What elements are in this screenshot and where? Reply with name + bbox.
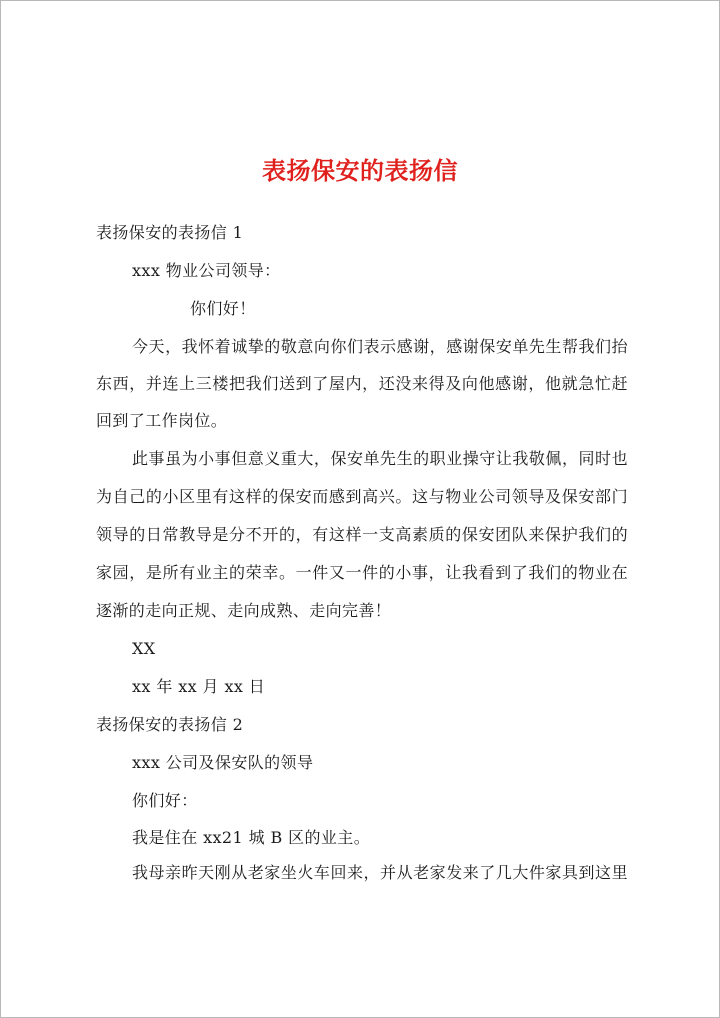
letter2-para1: 我是住在 xx21 城 B 区的业主。 (132, 828, 371, 847)
letter1-heading: 表扬保安的表扬信 1 (96, 223, 244, 242)
letter2-para2-line: 我母亲昨天刚从老家坐火车回来，并从老家发来了几大件家具到这里 (132, 863, 628, 882)
letter2-heading: 表扬保安的表扬信 2 (96, 715, 244, 734)
letter1-recipient: xxx 物业公司领导： (132, 261, 281, 280)
letter1-date: xx 年 xx 月 xx 日 (132, 677, 266, 696)
letter2-greeting: 你们好： (132, 791, 198, 810)
letter1-para1-line: 回到了工作岗位。 (96, 411, 228, 430)
letter1-signature: XX (132, 639, 156, 658)
letter1-para2-line: 为自己的小区里有这样的保安而感到高兴。这与物业公司领导及保安部门 (96, 487, 628, 506)
letter1-greeting: 你们好！ (190, 299, 256, 318)
letter1-para2-line: 此事虽为小事但意义重大，保安单先生的职业操守让我敬佩，同时也 (132, 449, 628, 468)
document-title: 表扬保安的表扬信 (262, 156, 458, 185)
letter1-para1-line: 东西，并连上三楼把我们送到了屋内，还没来得及向他感谢，他就急忙赶 (96, 374, 628, 393)
letter2-recipient: xxx 公司及保安队的领导 (132, 753, 314, 772)
letter1-para2-line: 领导的日常教导是分不开的，有这样一支高素质的保安团队来保护我们的 (96, 525, 628, 544)
letter1-para2-line: 逐渐的走向正规、走向成熟、走向完善！ (96, 601, 392, 620)
letter1-para2-line: 家园，是所有业主的荣幸。一件又一件的小事，让我看到了我们的物业在 (96, 563, 628, 582)
letter1-para1-line: 今天，我怀着诚挚的敬意向你们表示感谢，感谢保安单先生帮我们抬 (132, 337, 628, 356)
